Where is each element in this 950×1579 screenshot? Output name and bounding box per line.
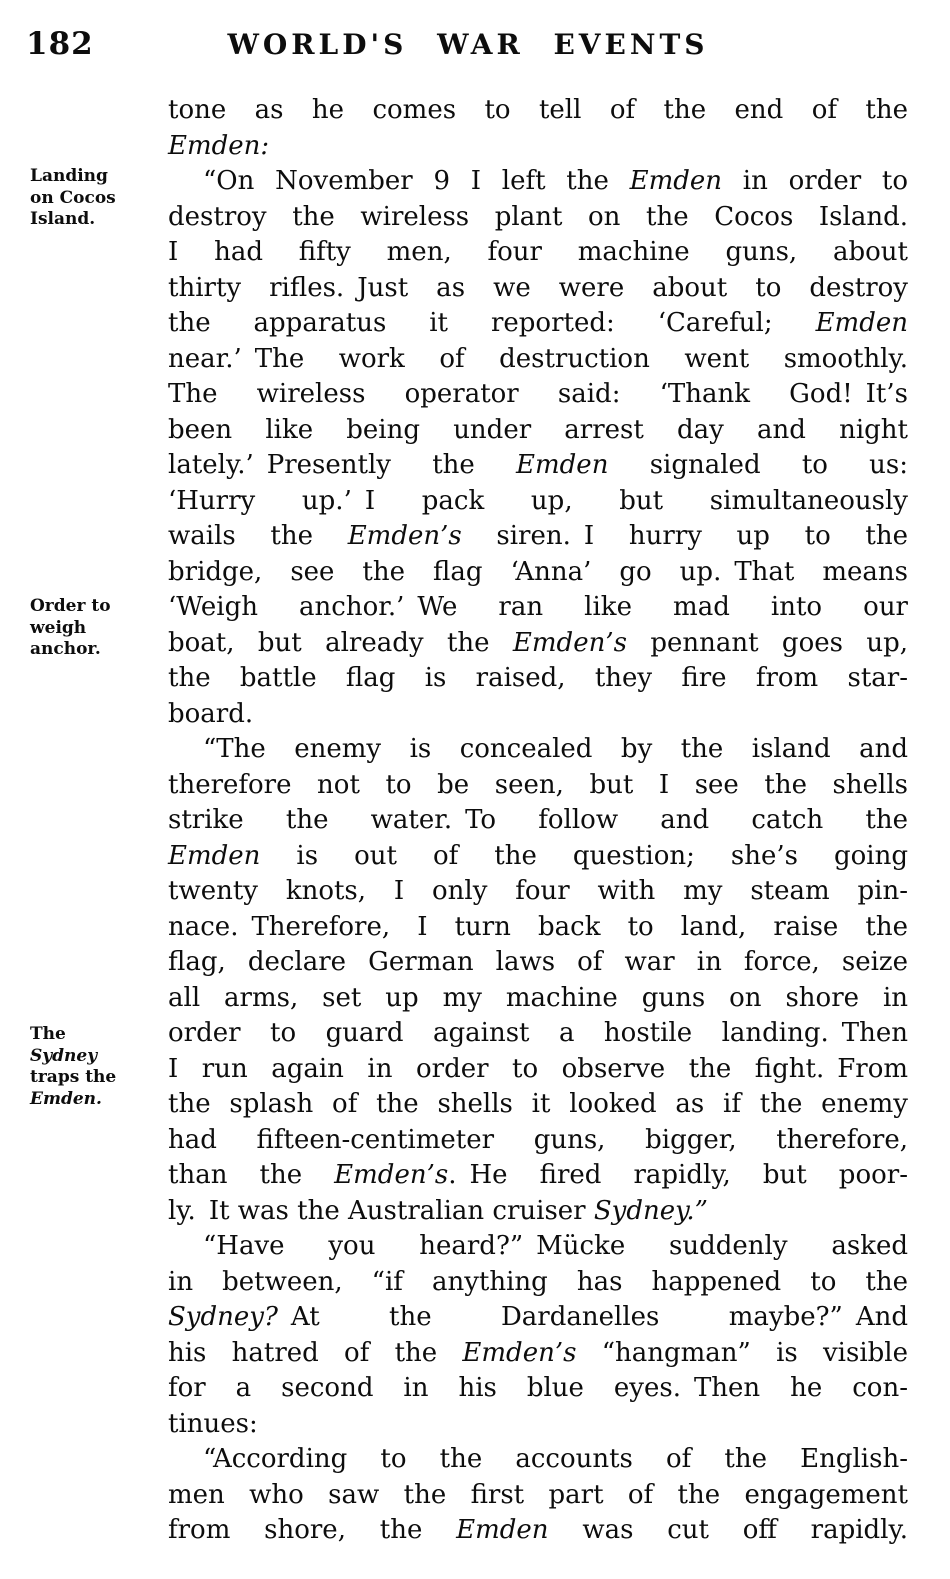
margin-note-line bbox=[30, 1046, 168, 1068]
text: Order to bbox=[30, 596, 111, 616]
text: than the bbox=[168, 1160, 335, 1190]
text-line bbox=[168, 626, 908, 662]
text: pennant goes up, bbox=[626, 627, 908, 658]
margin-note-line bbox=[30, 188, 168, 210]
text: nace. Therefore, I turn back to land, raise the bbox=[168, 911, 908, 942]
text: “Have you heard?” Mücke suddenly asked bbox=[203, 1231, 908, 1261]
margin-note-line bbox=[30, 596, 168, 618]
text: from shore, the bbox=[168, 1515, 457, 1545]
text: near.’ The work of destruction went smoothly. bbox=[168, 343, 908, 374]
text-line bbox=[168, 306, 908, 342]
paragraph bbox=[168, 1442, 908, 1549]
text-line bbox=[168, 1478, 908, 1514]
text: flag, declare German laws of war in force, seize bbox=[168, 947, 908, 977]
text-line bbox=[168, 1016, 908, 1052]
text: in order to bbox=[722, 166, 909, 196]
text: all arms, set up my machine guns on shore in bbox=[168, 982, 908, 1013]
text-line bbox=[168, 1336, 908, 1372]
text: been like being under arrest day and night bbox=[168, 414, 908, 445]
text: anchor. bbox=[30, 639, 101, 659]
text: “hangman” is visible bbox=[576, 1337, 908, 1368]
text: tinues: bbox=[168, 1408, 258, 1439]
italic-text: Sydney bbox=[30, 1045, 98, 1066]
text: bridge, see the flag ‘Anna’ go up. That means bbox=[168, 556, 908, 587]
text: I had fifty men, four machine guns, about bbox=[168, 237, 908, 267]
text-line bbox=[168, 1087, 908, 1123]
text-line bbox=[168, 590, 908, 626]
text-line bbox=[168, 235, 908, 271]
text-line bbox=[168, 1513, 908, 1549]
text-line bbox=[168, 1194, 908, 1230]
italic-text: Emden’s bbox=[512, 627, 627, 658]
text: the battle flag is raised, they fire from star- bbox=[168, 663, 908, 693]
text-line bbox=[168, 555, 908, 591]
text-line bbox=[168, 661, 908, 697]
text: had fifteen-centimeter guns, bigger, therefore, bbox=[168, 1124, 908, 1155]
text-line bbox=[168, 271, 908, 307]
margin-note bbox=[30, 1024, 168, 1110]
paragraph bbox=[168, 1229, 908, 1442]
text-line bbox=[168, 377, 908, 413]
text: wails the bbox=[168, 521, 348, 551]
text-line bbox=[168, 1265, 908, 1301]
margin-note-line bbox=[30, 1024, 168, 1046]
text-line bbox=[168, 200, 908, 236]
text-line bbox=[168, 1300, 908, 1336]
text: lately.’ Presently the bbox=[168, 450, 517, 480]
text-line bbox=[168, 910, 908, 946]
text: ly. It was the Australian cruiser bbox=[168, 1195, 594, 1226]
text-line bbox=[168, 1407, 908, 1443]
text: twenty knots, I only four with my steam pin- bbox=[168, 876, 908, 906]
text: men who saw the first part of the engagement bbox=[168, 1479, 908, 1510]
text: boat, but already the bbox=[168, 627, 513, 658]
italic-text: Sydney? bbox=[168, 1302, 278, 1332]
italic-text: Sydney.” bbox=[593, 1195, 708, 1226]
italic-text: Emden’s bbox=[334, 1160, 449, 1190]
text: “According to the accounts of the English- bbox=[203, 1444, 908, 1474]
margin-note-line bbox=[30, 1067, 168, 1089]
text-line bbox=[168, 448, 908, 484]
text-line bbox=[168, 874, 908, 910]
text: ‘Hurry up.’ I pack up, but simultaneously bbox=[168, 485, 908, 516]
text-line bbox=[168, 803, 908, 839]
text-line bbox=[168, 732, 908, 768]
text: . He fired rapidly, but poor- bbox=[448, 1160, 908, 1190]
text: the splash of the shells it looked as if the enemy bbox=[168, 1089, 908, 1119]
text-line bbox=[168, 1442, 908, 1478]
text: was cut off rapidly. bbox=[548, 1515, 908, 1545]
text: Island. bbox=[30, 209, 96, 229]
text-line bbox=[168, 1229, 908, 1265]
text-line bbox=[168, 164, 908, 200]
italic-text: Emden bbox=[815, 308, 908, 338]
italic-text: Emden bbox=[629, 166, 723, 196]
text: At the Dardanelles maybe?” And bbox=[277, 1302, 908, 1332]
body-text bbox=[168, 93, 908, 1549]
page-number: 182 bbox=[26, 26, 94, 62]
text-line bbox=[168, 484, 908, 520]
text-line bbox=[168, 93, 908, 129]
text: for a second in his blue eyes. Then he con- bbox=[168, 1373, 908, 1403]
text: traps the bbox=[30, 1067, 117, 1087]
margin-note-line bbox=[30, 639, 168, 661]
text-line bbox=[168, 1052, 908, 1088]
margin-note-line bbox=[30, 166, 168, 188]
italic-text: Emden. bbox=[30, 1088, 102, 1109]
text: thirty rifles. Just as we were about to destroy bbox=[168, 272, 908, 303]
text: destroy the wireless plant on the Cocos Island. bbox=[168, 201, 908, 232]
text: board. bbox=[168, 698, 254, 729]
text: I run again in order to observe the fight. From bbox=[168, 1053, 908, 1084]
text: “On November 9 I left the bbox=[203, 166, 630, 196]
text: weigh bbox=[30, 617, 87, 638]
text: siren. I hurry up to the bbox=[461, 521, 909, 551]
italic-text: Emden bbox=[168, 840, 261, 871]
text: is out of the question; she’s going bbox=[260, 840, 908, 871]
text-line bbox=[168, 519, 908, 555]
paragraph bbox=[168, 732, 908, 1229]
text-line bbox=[168, 129, 908, 165]
text-line bbox=[168, 1123, 908, 1159]
italic-text: Emden’s bbox=[347, 521, 462, 551]
text-line bbox=[168, 945, 908, 981]
italic-text: Emden’s bbox=[462, 1337, 577, 1368]
text: ‘Weigh anchor.’ We ran like mad into our bbox=[168, 592, 908, 622]
italic-text: Emden bbox=[516, 450, 609, 480]
margin-note bbox=[30, 166, 168, 231]
text: Landing bbox=[30, 166, 108, 186]
margin-note-line bbox=[30, 209, 168, 231]
text: order to guard against a hostile landing. Then bbox=[168, 1018, 908, 1048]
text-line bbox=[168, 839, 908, 875]
italic-text: Emden bbox=[456, 1515, 549, 1545]
text: therefore not to be seen, but I see the shells bbox=[168, 769, 908, 800]
text: the apparatus it reported: ‘Careful; bbox=[168, 308, 816, 338]
paragraph bbox=[168, 93, 908, 164]
margin-note bbox=[30, 596, 168, 661]
text: The wireless operator said: ‘Thank God! It’s bbox=[168, 379, 908, 409]
text: in between, “if anything has happened to the bbox=[168, 1266, 908, 1297]
text: tone as he comes to tell of the end of the bbox=[168, 95, 908, 125]
margin-note-line bbox=[30, 1089, 168, 1111]
text-line bbox=[168, 768, 908, 804]
text: signaled to us: bbox=[608, 450, 909, 480]
paragraph bbox=[168, 164, 908, 732]
running-header-title: WORLD'S WAR EVENTS bbox=[227, 28, 709, 61]
text: strike the water. To follow and catch the bbox=[168, 805, 908, 835]
text: on Cocos bbox=[30, 187, 116, 208]
text-line bbox=[168, 1371, 908, 1407]
text-line bbox=[168, 342, 908, 378]
text: The bbox=[30, 1024, 66, 1044]
text-line bbox=[168, 413, 908, 449]
text-line bbox=[168, 981, 908, 1017]
italic-text: Emden: bbox=[168, 130, 270, 161]
text: “The enemy is concealed by the island and bbox=[203, 734, 908, 764]
text-line bbox=[168, 1158, 908, 1194]
margin-note-line bbox=[30, 618, 168, 640]
text-line bbox=[168, 697, 908, 733]
text: his hatred of the bbox=[168, 1337, 463, 1368]
